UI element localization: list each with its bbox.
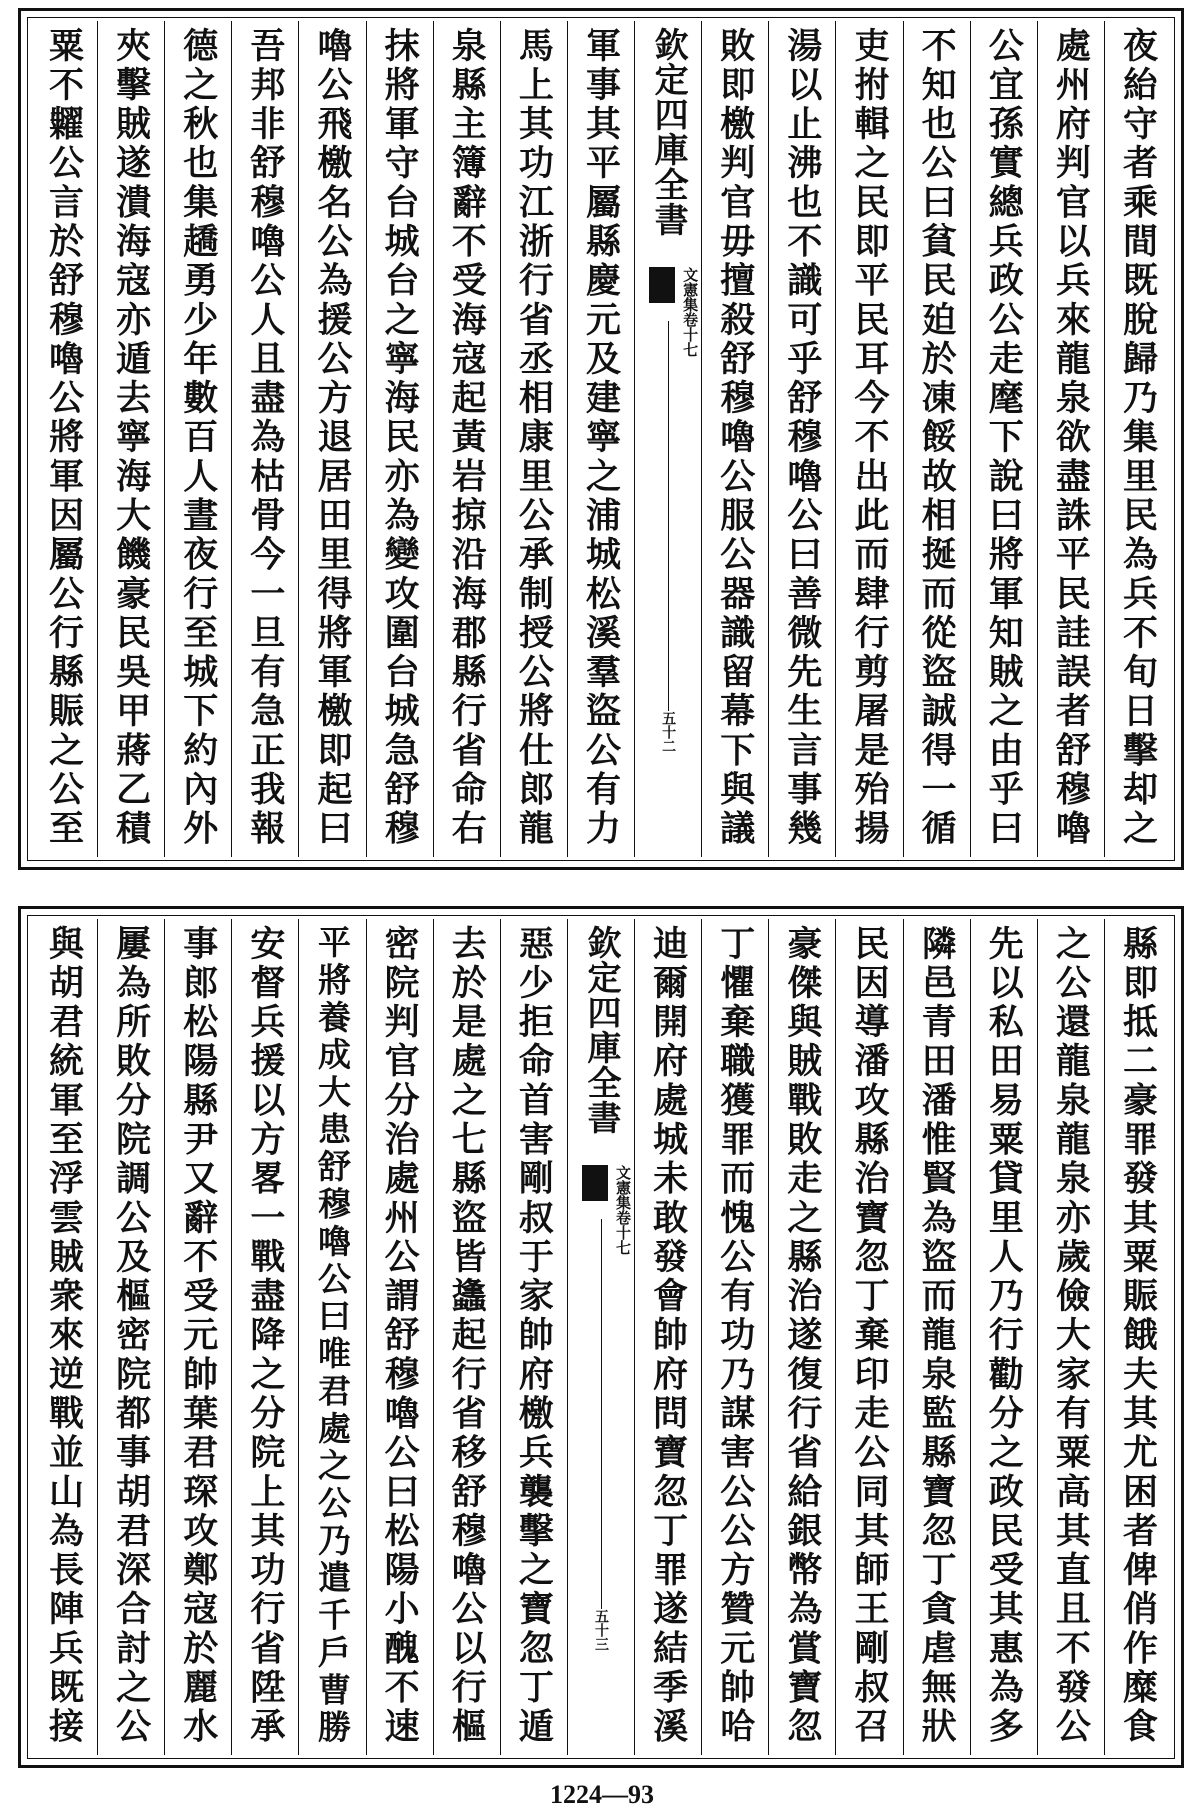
center-divider — [601, 1219, 602, 1609]
column-text: 粟不糶公言於舒穆嚕公將軍因屬公行縣賑之公至 — [43, 27, 85, 849]
text-column — [835, 919, 902, 1755]
text-column — [500, 21, 567, 857]
column-text: 軍事其平屬縣慶元及建寧之浦城松溪羣盜公有力 — [580, 27, 622, 849]
top-columns — [31, 21, 1171, 857]
column-text: 吾邦非舒穆嚕公人且盡為枯骨今一旦有急正我報 — [244, 27, 286, 849]
volume-label: 文憲集卷十七 — [614, 1165, 632, 1255]
text-column — [366, 919, 433, 1755]
text-column — [231, 919, 298, 1755]
book-title: 欽定四庫全書 — [648, 27, 689, 237]
text-column — [768, 21, 835, 857]
column-text: 迪爾開府處城未敢發會帥府問寶忽丁罪遂結季溪 — [647, 925, 689, 1747]
volume-label: 文憲集卷十七 — [681, 267, 700, 357]
column-text: 隣邑青田潘惟賢為盜而龍泉監縣寶忽丁貪虐無狀 — [916, 925, 958, 1747]
text-column — [433, 21, 500, 857]
fishtail-mark — [582, 1165, 608, 1201]
text-column — [634, 919, 701, 1755]
fishtail-mark — [649, 267, 675, 303]
column-text: 去於是處之七縣盜皆蠭起行省移舒穆嚕公以行樞 — [446, 925, 488, 1747]
column-text: 敗即檄判官毋擅殺舒穆嚕公服公器識留幕下與議 — [714, 27, 756, 849]
book-title: 欽定四庫全書 — [580, 925, 621, 1135]
column-text: 夜紿守者乘間既脫歸乃集里民為兵不旬日擊却之 — [1117, 27, 1159, 849]
text-column — [1104, 21, 1171, 857]
text-column — [31, 21, 97, 857]
column-text: 屢為所敗分院調公及樞密院都事胡君深合討之公 — [110, 925, 152, 1747]
top-page — [18, 8, 1184, 870]
column-text: 丁懼棄職獲罪而愧公有功乃謀害公公方贊元帥哈 — [714, 925, 756, 1747]
column-text: 嚕公飛檄名公為援公方退居田里得將軍檄即起曰 — [311, 27, 353, 849]
text-column — [1037, 21, 1104, 857]
column-text: 抹將軍守台城台之寧海民亦為變攻圍台城急舒穆 — [379, 27, 421, 849]
column-text: 先以私田易粟貸里人乃行勸分之政民受其惠為多 — [983, 925, 1025, 1747]
text-column — [701, 919, 768, 1755]
text-column — [97, 919, 164, 1755]
text-column — [970, 919, 1037, 1755]
text-column — [366, 21, 433, 857]
column-text: 不知也公曰貧民廹於凍餒故相挻而從盜誠得一循 — [916, 27, 958, 849]
column-text: 公宜孫實總兵政公走麾下說曰將軍知賊之由乎曰 — [983, 27, 1025, 849]
text-column — [1037, 919, 1104, 1755]
column-text: 德之秋也集趫勇少年數百人晝夜行至城下約內外 — [177, 27, 219, 849]
text-column — [500, 919, 567, 1755]
text-column — [298, 919, 365, 1755]
column-text: 泉縣主簿辭不受海寇起黃岩掠沿海郡縣行省命右 — [446, 27, 488, 849]
text-column — [970, 21, 1037, 857]
column-text: 夾擊賊遂潰海寇亦遁去寧海大饑豪民吳甲蔣乙積 — [110, 27, 152, 849]
leaf-number: 五十二 — [660, 711, 677, 753]
text-column — [97, 21, 164, 857]
text-column — [903, 919, 970, 1755]
column-text: 處州府判官以兵來龍泉欲盡誅平民詿誤者舒穆嚕 — [1050, 27, 1092, 849]
column-text: 平將養成大患舒穆嚕公曰唯君處之公乃遣千戶曹勝 — [312, 925, 352, 1747]
text-column — [768, 919, 835, 1755]
text-column — [31, 919, 97, 1755]
column-text: 與胡君統軍至浮雲賊衆來逆戰並山為長陣兵既接 — [43, 925, 85, 1747]
text-column — [1104, 919, 1171, 1755]
text-column — [298, 21, 365, 857]
text-column — [835, 21, 902, 857]
column-text: 吏拊輯之民即平民耳今不出此而肆行剪屠是殆揚 — [848, 27, 890, 849]
column-text: 事郎松陽縣尹又辭不受元帥葉君琛攻鄭寇於麗水 — [177, 925, 219, 1747]
text-column — [164, 919, 231, 1755]
text-column — [164, 21, 231, 857]
column-text: 之公還龍泉龍泉亦歲儉大家有粟高其直且不發公 — [1050, 925, 1092, 1747]
leaf-number: 五十三 — [592, 1609, 609, 1651]
center-divider — [668, 321, 669, 711]
text-column — [567, 21, 634, 857]
column-text: 馬上其功江浙行省丞相康里公承制授公將仕郎龍 — [513, 27, 555, 849]
text-column — [903, 21, 970, 857]
text-column — [433, 919, 500, 1755]
column-text: 密院判官分治處州公謂舒穆嚕公曰松陽小醜不速 — [379, 925, 421, 1747]
page-number: 1224—93 — [550, 1780, 654, 1809]
center-column — [634, 21, 701, 857]
column-text: 豪傑與賊戰敗走之縣治遂復行省給銀幣為賞寶忽 — [781, 925, 823, 1747]
column-text: 民因導潘攻縣治寶忽丁棄印走公同其師王剛叔召 — [848, 925, 890, 1747]
bottom-columns — [31, 919, 1171, 1755]
column-text: 安督兵援以方畧一戰盡降之分院上其功行省陞承 — [244, 925, 286, 1747]
center-column — [567, 919, 634, 1755]
column-text: 縣即抵二豪罪發其粟賑餓夫其尤困者俾俏作糜食 — [1117, 925, 1159, 1747]
column-text: 湯以止沸也不識可乎舒穆嚕公曰善微先生言事幾 — [781, 27, 823, 849]
bottom-page — [18, 906, 1184, 1768]
column-text: 惡少拒命首害剛叔于家帥府檄兵襲擊之寶忽丁遁 — [513, 925, 555, 1747]
text-column — [701, 21, 768, 857]
text-column — [231, 21, 298, 857]
